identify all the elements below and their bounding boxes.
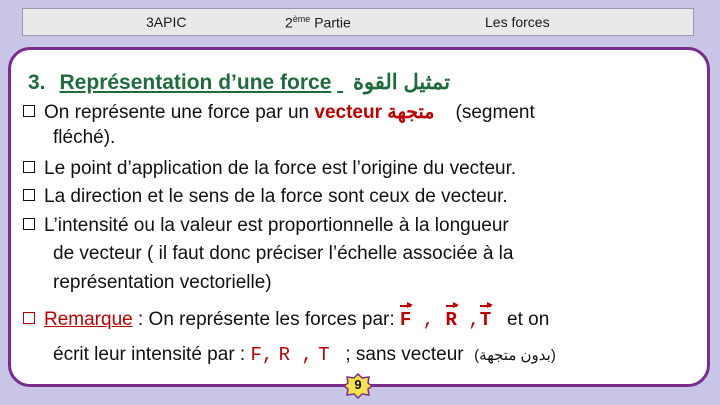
bullet-vector-continuation: fléché). xyxy=(53,127,116,148)
header-bar xyxy=(22,8,694,36)
remark-label: Remarque xyxy=(44,309,133,330)
level-label: 3APIC xyxy=(146,14,187,30)
slide-card xyxy=(8,47,710,387)
checkbox-icon xyxy=(23,105,35,117)
bullet-intensity-line3: représentation vectorielle) xyxy=(53,272,272,293)
bullet-application-point: Le point d’application de la force est l’origine du vecteur. xyxy=(23,157,516,181)
bullet-intensity: L’intensité ou la valeur est proportionnelle à la longueur xyxy=(23,214,509,238)
vector-t: T xyxy=(479,309,492,331)
page-number-badge xyxy=(343,373,373,399)
remark-line2: écrit leur intensité par : F, R , T ; sans vecteur (بدون متجهة) xyxy=(53,344,556,366)
topic-label: Les forces xyxy=(485,14,550,30)
page-number: 9 xyxy=(354,377,362,392)
vector-f: F xyxy=(399,309,412,331)
bullet-direction: La direction et le sens de la force sont ceux de vecteur. xyxy=(23,185,508,209)
checkbox-icon xyxy=(23,312,35,324)
checkbox-icon xyxy=(23,218,35,230)
section-title: 3. Représentation d’une force تمثيل القوة xyxy=(28,71,451,94)
part-label: 2ème Partie xyxy=(285,14,351,31)
bullet-intensity-line2: de vecteur ( il faut donc préciser l’échelle associée à la xyxy=(53,243,514,264)
checkbox-icon xyxy=(23,189,35,201)
bullet-vector: On représente une force par un vecteur متجهة (segment xyxy=(23,101,535,125)
checkbox-icon xyxy=(23,161,35,173)
remark-line: Remarque : On représente les forces par: F , R ,T et on xyxy=(23,308,549,332)
vector-r: R xyxy=(445,309,457,331)
